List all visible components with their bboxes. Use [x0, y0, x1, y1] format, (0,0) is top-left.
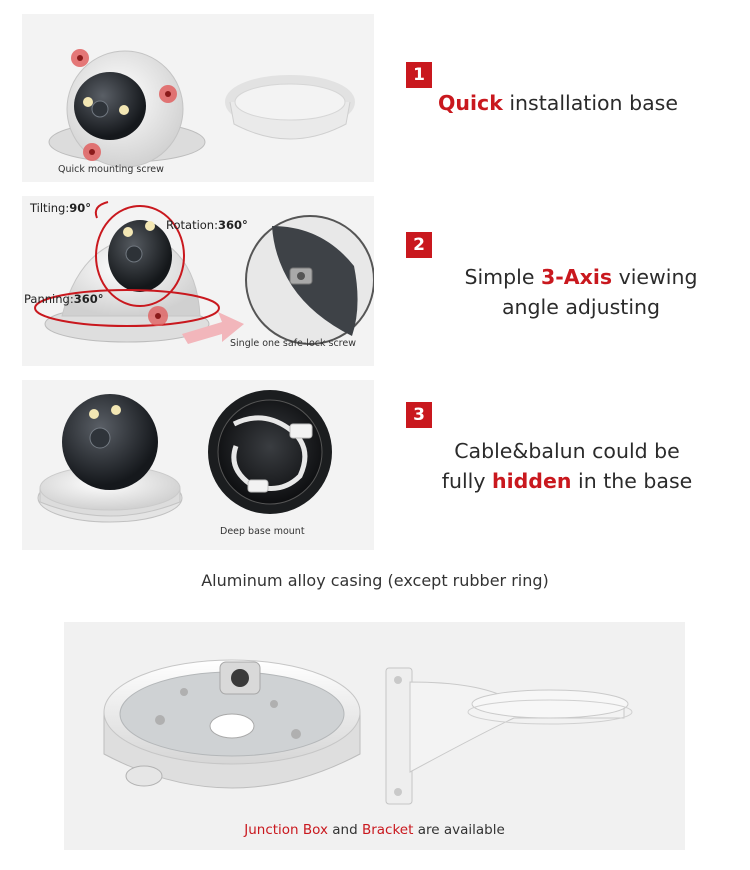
safe-lock-screw-caption: Single one safe-lock screw	[230, 338, 356, 349]
feature-2-line1: Simple 3-Axis viewing	[464, 265, 698, 289]
dome-camera-and-ring-illustration	[22, 14, 374, 182]
junction-box-highlight: Junction Box	[244, 822, 328, 838]
feature-3-line2: fully hidden in the base	[441, 469, 693, 493]
panning-label: Panning:360°	[24, 292, 104, 306]
feature-number-1: 1	[406, 62, 432, 88]
quick-mounting-screw-caption: Quick mounting screw	[58, 164, 164, 175]
feature-1-text	[438, 88, 678, 118]
bracket-highlight: Bracket	[361, 822, 414, 838]
camera-deep-base-illustration	[22, 380, 374, 550]
feature-number-3: 3	[406, 402, 432, 428]
feature-3-line1: Cable&balun could be	[454, 439, 680, 463]
feature-number-2: 2	[406, 232, 432, 258]
tilting-label: Tilting:90°	[30, 201, 91, 215]
feature-1-highlight: Quick	[438, 91, 503, 115]
rotation-label: Rotation:360°	[166, 218, 248, 232]
panel-deep-base	[22, 380, 374, 550]
panel-3-axis	[22, 196, 374, 366]
casing-caption: Aluminum alloy casing (except rubber ring)	[201, 571, 549, 590]
feature-2-text	[456, 262, 706, 322]
junction-box-and-bracket-illustration	[64, 622, 685, 850]
panel-quick-mount	[22, 14, 374, 182]
panel-accessories	[64, 622, 685, 850]
accessories-caption: Junction Box and Bracket are available	[244, 822, 505, 838]
feature-2-line2: angle adjusting	[501, 295, 661, 319]
feature-3-highlight: hidden	[492, 469, 572, 493]
deep-base-mount-caption: Deep base mount	[220, 526, 305, 537]
feature-1-rest: installation base	[502, 91, 678, 115]
feature-3-text	[436, 436, 698, 496]
feature-2-highlight: 3-Axis	[540, 265, 613, 289]
